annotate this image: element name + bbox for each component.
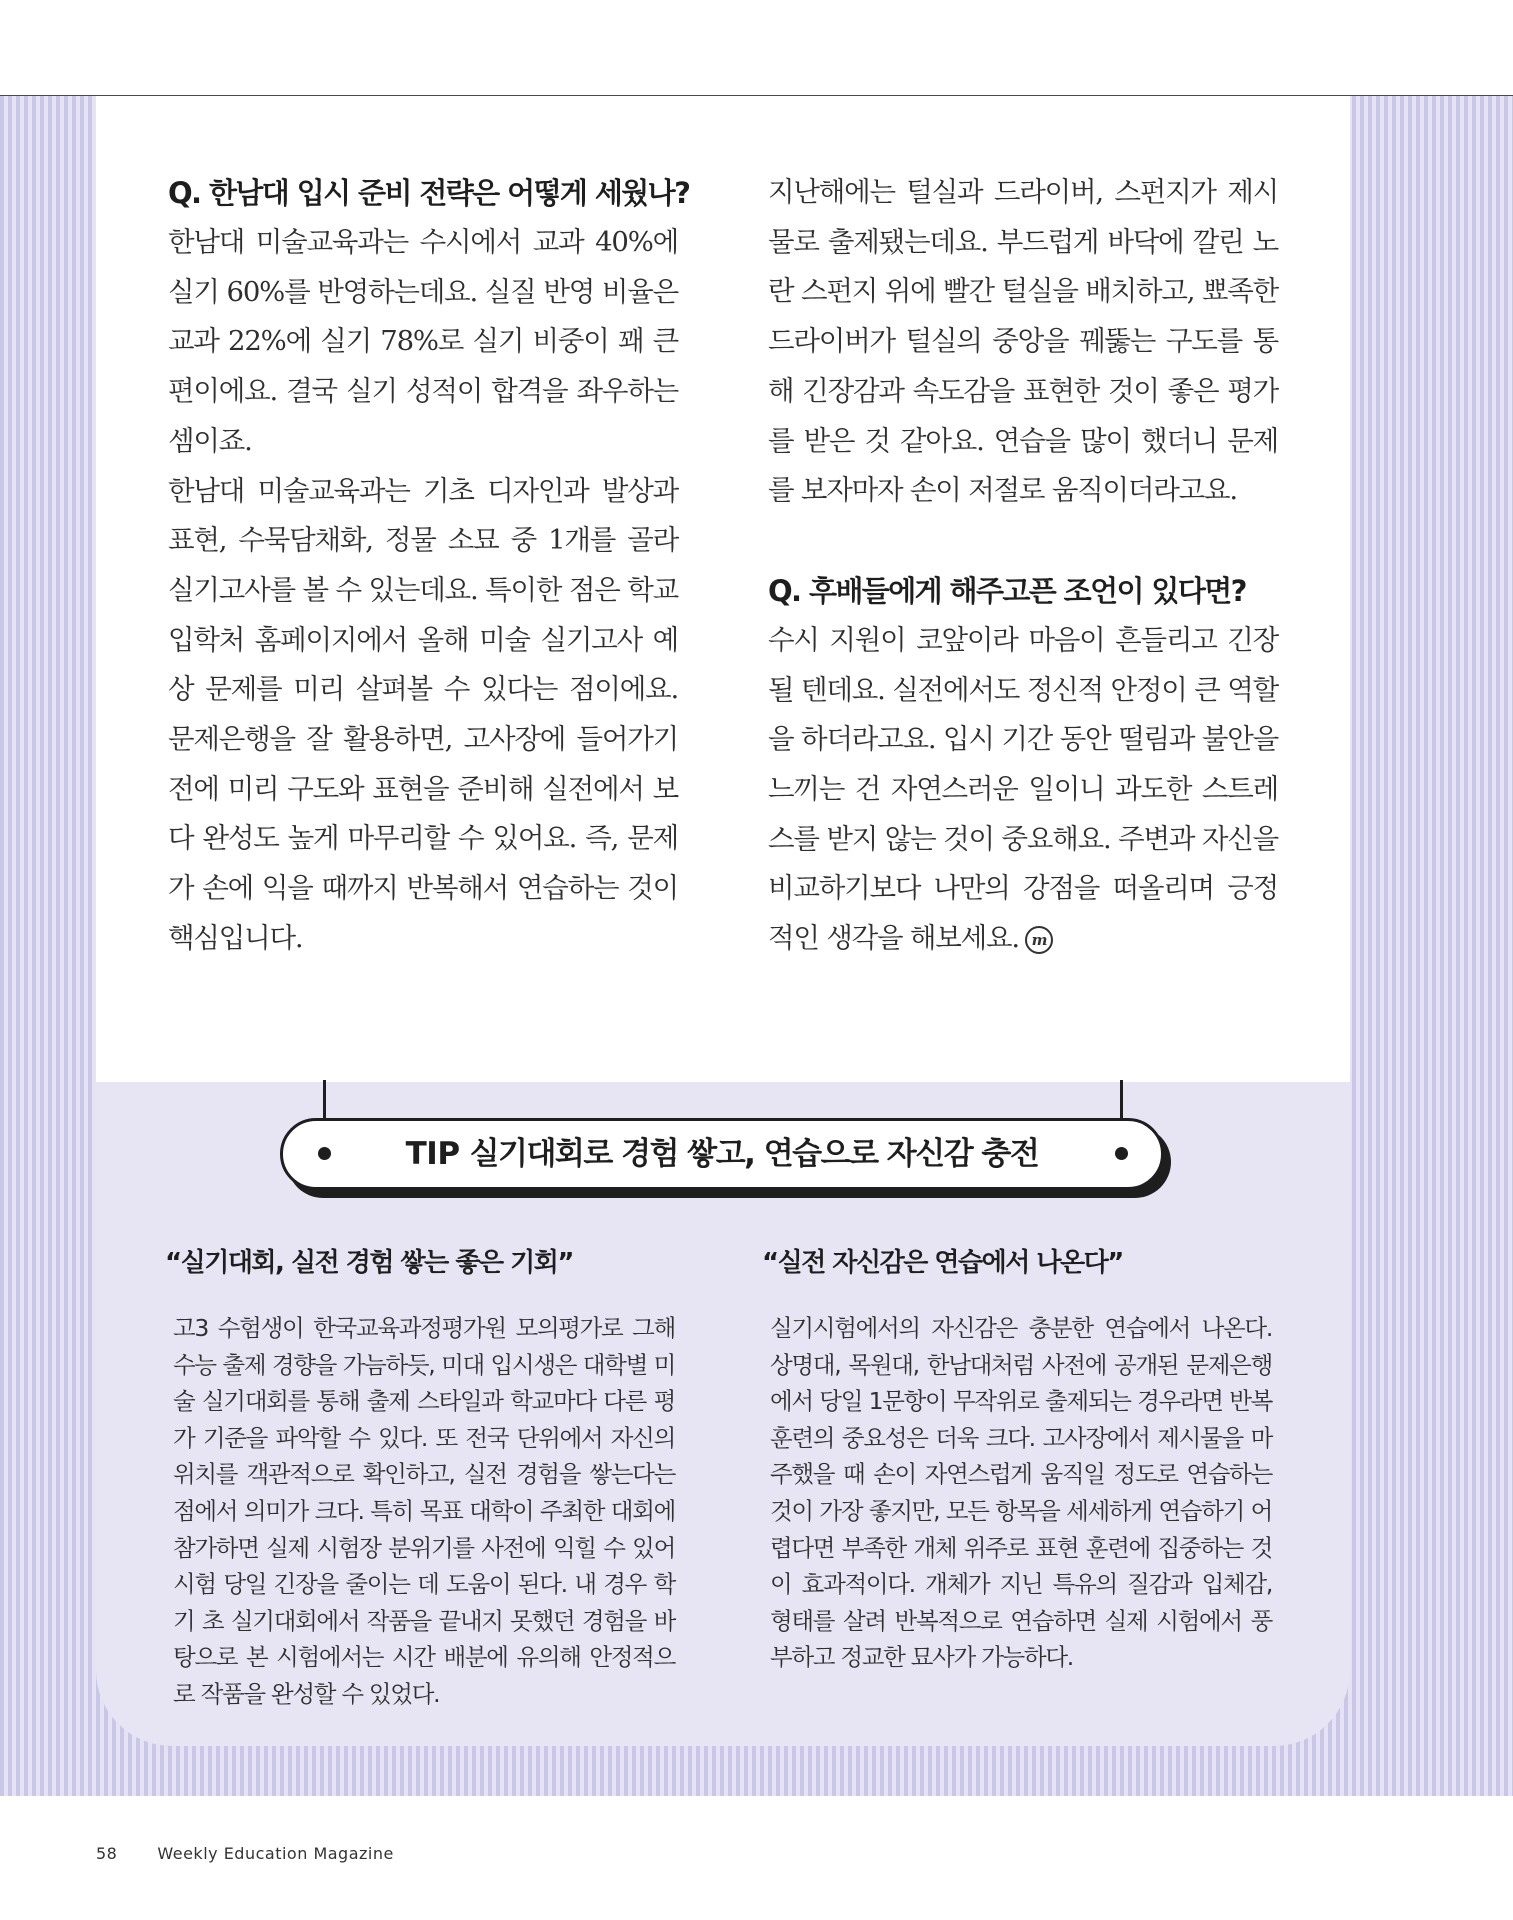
paragraph-gap (768, 516, 1278, 566)
tip-banner-title (280, 1118, 1164, 1190)
answer-paragraph (768, 616, 1278, 964)
answer-paragraph: 지난해에는 털실과 드라이버, 스펀지가 제시물로 출제됐는데요. 부드럽게 바닥에 깔린 노란 스펀지 위에 빨간 털실을 배치하고, 뾰족한 드라이버가 털실의 중앙을 꿰뚫는 구도를 통해 긴장감과 속도감을 표현한 것이 좋은 평가를 받은 것 같아요. 연습을 많이 했더니 문제를 보자마자 손이 저절로 움직이더라고요. (768, 176, 1278, 507)
tip-body: 고3 수험생이 한국교육과정평가원 모의평가로 그해 수능 출제 경향을 가늠하듯, 미대 입시생은 대학별 미술 실기대회를 통해 출제 스타일과 학교마다 다른 평가 기준을 파악할 수 있다. 또 전국 단위에서 자신의 위치를 객관적으로 확인하고, 실전 경험을 쌓는다는 점에서 의미가 크다. 특히 목표 대학이 주최한 대회에 참가하면 실제 시험장 분위기를 사전에 익힐 수 있어 시험 당일 긴장을 줄이는 데 도움이 된다. 내 경우 학기 초 실기대회에서 작품을 끝내지 못했던 경험을 바탕으로 본 시험에서는 시간 배분에 유의해 안정적으로 작품을 완성할 수 있었다. (173, 1314, 675, 1708)
interview-left-column (168, 168, 690, 964)
page-footer (96, 1844, 394, 1863)
answer-paragraph: 한남대 미술교육과는 기초 디자인과 발상과 표현, 수묵담채화, 정물 소묘 중 1개를 골라 실기고사를 볼 수 있는데요. 특이한 점은 학교 입학처 홈페이지에서 올해 미술 실기고사 예상 문제를 미리 살펴볼 수 있다는 점이에요. 문제은행을 잘 활용하면, 고사장에 들어가기 전에 미리 구도와 표현을 준비해 실전에서 보다 완성도 높게 마무리할 수 있어요. 즉, 문제가 손에 익을 때까지 반복해서 연습하는 것이 핵심입니다. (168, 474, 678, 954)
page-number: 58 (96, 1844, 118, 1863)
interview-area (96, 96, 1350, 1082)
answer-text: 수시 지원이 코앞이라 마음이 흔들리고 긴장될 텐데요. 실전에서도 정신적 안정이 큰 역할을 하더라고요. 입시 기간 동안 떨림과 불안을 느끼는 건 자연스러운 일이니 과도한 스트레스를 받지 않는 것이 중요해요. 주변과 자신을 비교하기보다 나만의 강점을 떠올리며 긍정적인 생각을 해보세요. (768, 623, 1278, 955)
end-mark-icon: m (1025, 926, 1053, 954)
tip-body: 실기시험에서의 자신감은 충분한 연습에서 나온다. 상명대, 목원대, 한남대처럼 사전에 공개된 문제은행에서 당일 1문항이 무작위로 출제되는 경우라면 반복 훈련의 중요성은 더욱 크다. 고사장에서 제시물을 마주했을 때 손이 자연스럽게 움직일 정도로 연습하는 것이 가장 좋지만, 모든 항목을 세세하게 연습하기 어렵다면 부족한 개체 위주로 표현 훈련에 집중하는 것이 효과적이다. 개체가 지닌 특유의 질감과 입체감, 형태를 살려 반복적으로 연습하면 실제 시험에서 풍부하고 정교한 묘사가 가능하다. (770, 1314, 1272, 1672)
tip-heading: “실기대회, 실전 경험 쌓는 좋은 기회” (165, 1248, 573, 1278)
question-heading: Q. 한남대 입시 준비 전략은 어떻게 세웠나? (168, 176, 690, 210)
answer-paragraph: 한남대 미술교육과는 수시에서 교과 40%에 실기 60%를 반영하는데요. 실질 반영 비율은 교과 22%에 실기 78%로 실기 비중이 꽤 큰 편이에요. 결국 실기 성적이 합격을 좌우하는 셈이죠. (168, 226, 678, 457)
tip-label: TIP (405, 1136, 460, 1172)
magazine-name: Weekly Education Magazine (157, 1844, 394, 1863)
tip-heading: “실전 자신감은 연습에서 나온다” (762, 1248, 1123, 1278)
question-heading: Q. 후배들에게 해주고픈 조언이 있다면? (768, 573, 1246, 608)
tip-title: 실기대회로 경험 쌓고, 연습으로 자신감 충전 (469, 1136, 1039, 1172)
tip-right-column (762, 1238, 1272, 1676)
interview-right-column (768, 168, 1278, 964)
tip-left-column (165, 1238, 675, 1713)
